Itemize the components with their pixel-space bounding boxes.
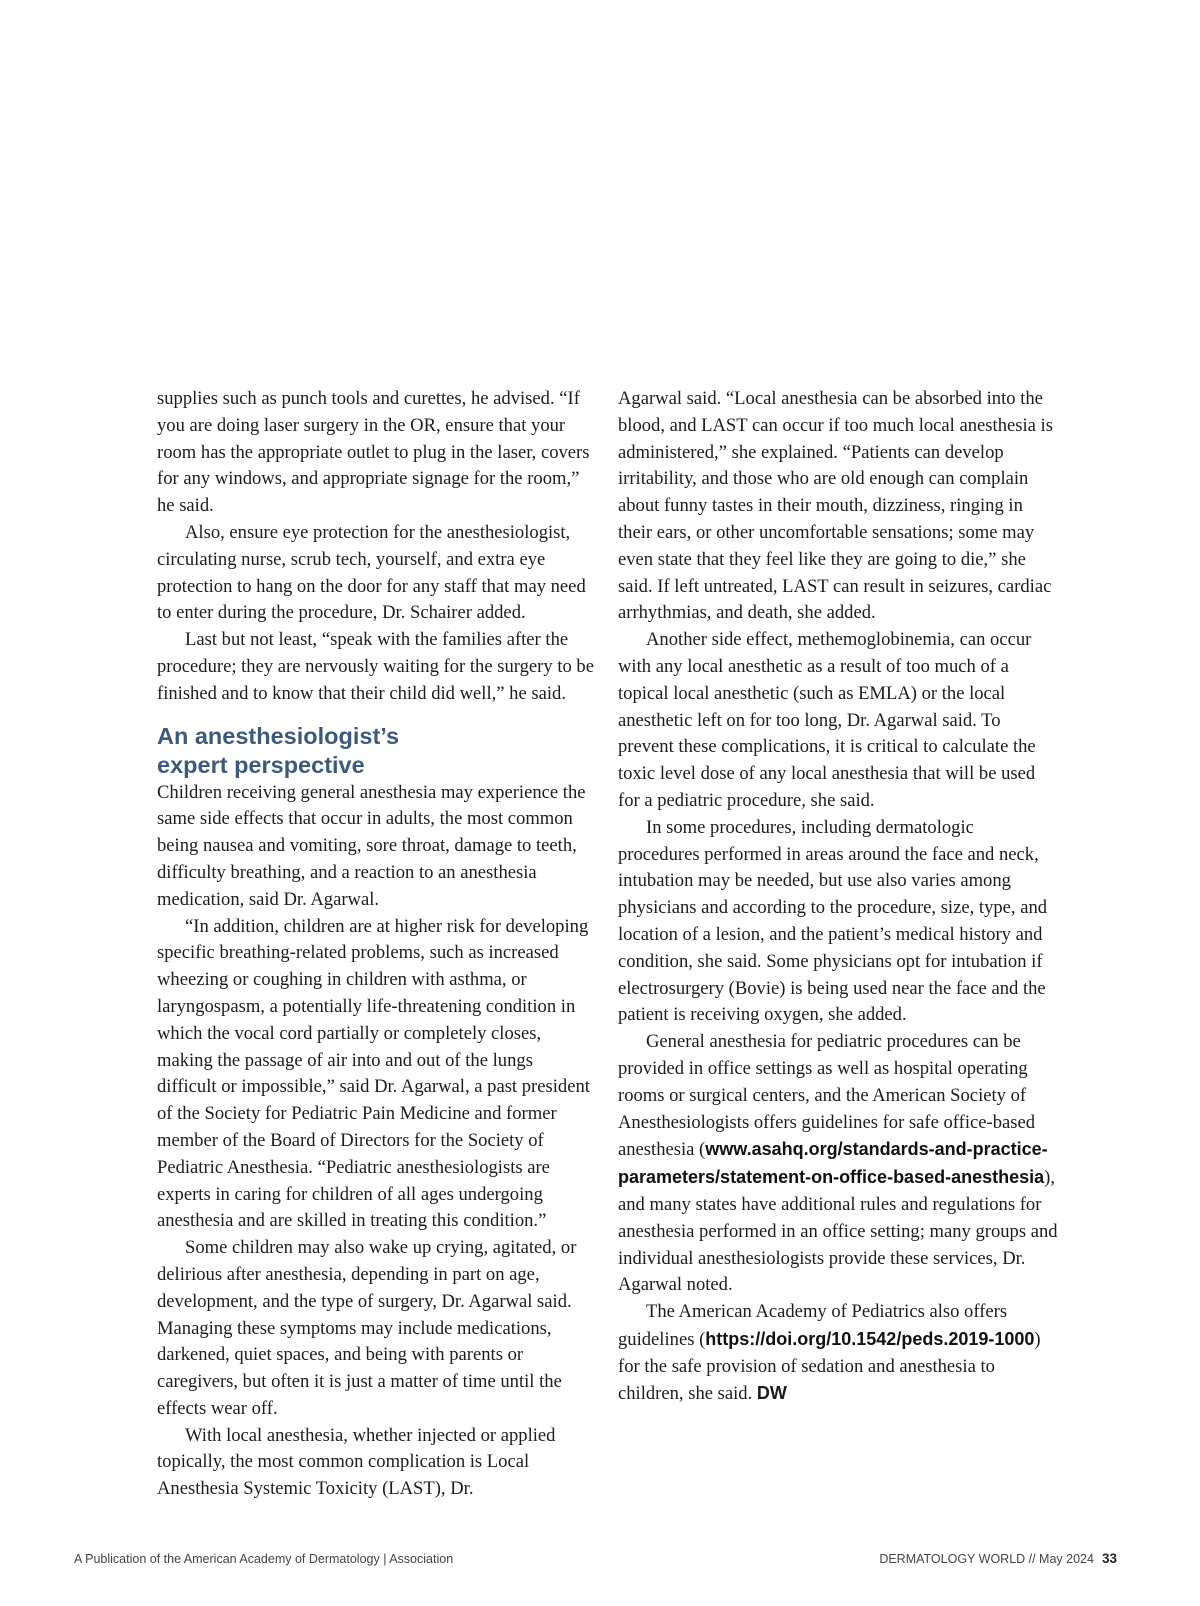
section-heading-line2: expert perspective (157, 751, 365, 778)
right-column (618, 386, 1058, 1408)
body-paragraph: Another side effect, methemoglobinemia, can occur with any local anesthetic as a result of too much of a topical local anesthetic (such as EMLA) or the local anesthetic left on for too long, Dr. Agarwal said. To prevent these complications, it is critical to calculate the toxic level dose of any local anesthesia that will be used for a pediatric procedure, she said. (618, 629, 1036, 811)
body-paragraph (618, 1029, 1058, 1299)
body-paragraph: Also, ensure eye protection for the anesthesiologist, circulating nurse, scrub tech, yourself, and extra eye protection to hang on the door for any staff that may need to enter during the procedure, Dr. Schairer added. (157, 521, 586, 624)
paragraph-text: General anesthesia for pediatric procedures can be provided in office settings as well as hospital operating rooms or surgical centers, and the American Society of Anesthesiologists offers guidelines for safe office-based anesthesia ( (618, 1031, 1036, 1161)
footer-issue (879, 1551, 1117, 1567)
body-paragraph: Some children may also wake up crying, agitated, or delirious after anesthesia, depending in part on age, development, and the type of surgery, Dr. Agarwal said. Managing these symptoms may include medications, darkened, quiet spaces, and being with parents or caregivers, but often it is just a matter of time until the effects wear off. (157, 1237, 577, 1419)
paragraph-text: ), and many states have additional rules and regulations for anesthesia performed in an office setting; many groups and individual anesthesiologists provide these services, Dr. Agarwal noted. (618, 1167, 1058, 1296)
page-number: 33 (1101, 1551, 1117, 1566)
paragraph-text: ) for the safe provision of sedation and anesthesia to children, she said. (618, 1328, 1041, 1405)
left-column (157, 386, 597, 1503)
footer-issue-text: DERMATOLOGY WORLD // May 2024 (879, 1552, 1094, 1566)
section-heading-line1: An anesthesiologist’s (157, 722, 400, 749)
body-paragraph: Last but not least, “speak with the families after the procedure; they are nervously waiting for the surgery to be finished and to know that their child did well,” he said. (157, 629, 594, 704)
body-paragraph (618, 1299, 1058, 1408)
paragraph-text: The American Academy of Pediatrics also offers guidelines ( (618, 1301, 1008, 1350)
footer-publication: A Publication of the American Academy of Dermatology | Association (74, 1552, 454, 1566)
body-paragraph: “In addition, children are at higher risk for developing specific breathing-related problems, such as increased wheezing or coughing in children with asthma, or laryngospasm, a potentially life-threatening condition in which the vocal cord partially or completely closes, making the passage of air into and out of the lungs difficult or impossible,” said Dr. Agarwal, a past president of the Society for Pediatric Pain Medicine and former member of the Board of Directors for the Society of Pediatric Anesthesia. “Pediatric anesthesiologists are experts in caring for children of all ages undergoing anesthesia and are skilled in treating this condition.” (157, 915, 590, 1232)
body-paragraph: With local anesthesia, whether injected or applied topically, the most common complication is Local Anesthesia Systemic Toxicity (LAST), Dr. (157, 1424, 556, 1500)
section-heading (157, 722, 597, 780)
asahq-guidelines-link[interactable]: www.asahq.org/standards-and-practice-parameters/statement-on-office-based-anesthesia (618, 1139, 1048, 1188)
article-end-signature: DW (756, 1383, 787, 1404)
body-paragraph: In some procedures, including dermatologic procedures performed in areas around the face and neck, intubation may be needed, but use also varies among physicians and according to the procedure, size, type, and location of a lesion, and the patient’s medical history and condition, she said. Some physicians opt for intubation if electrosurgery (Bovie) is being used near the face and the patient is receiving oxygen, she added. (618, 816, 1048, 1026)
body-paragraph: Children receiving general anesthesia may experience the same side effects that occur in adults, the most common being nausea and vomiting, sore throat, damage to teeth, difficulty breathing, and a reaction to an anesthesia medication, said Dr. Agarwal. (157, 781, 586, 910)
body-paragraph: Agarwal said. “Local anesthesia can be absorbed into the blood, and LAST can occur if too much local anesthesia is administered,” she explained. “Patients can develop irritability, and those who are old enough can complain about funny tastes in their mouth, dizziness, ringing in their ears, or other uncomfortable sensations; some may even state that they feel like they are going to die,” she said. If left untreated, LAST can result in seizures, cardiac arrhythmias, and death, she added. (618, 388, 1053, 624)
aap-doi-link[interactable]: https://doi.org/10.1542/peds.2019-1000 (705, 1328, 1035, 1349)
body-paragraph: supplies such as punch tools and curettes, he advised. “If you are doing laser surgery in the OR, ensure that your room has the appropriate outlet to plug in the laser, covers for any windows, and appropriate signage for the room,” he said. (157, 388, 590, 517)
